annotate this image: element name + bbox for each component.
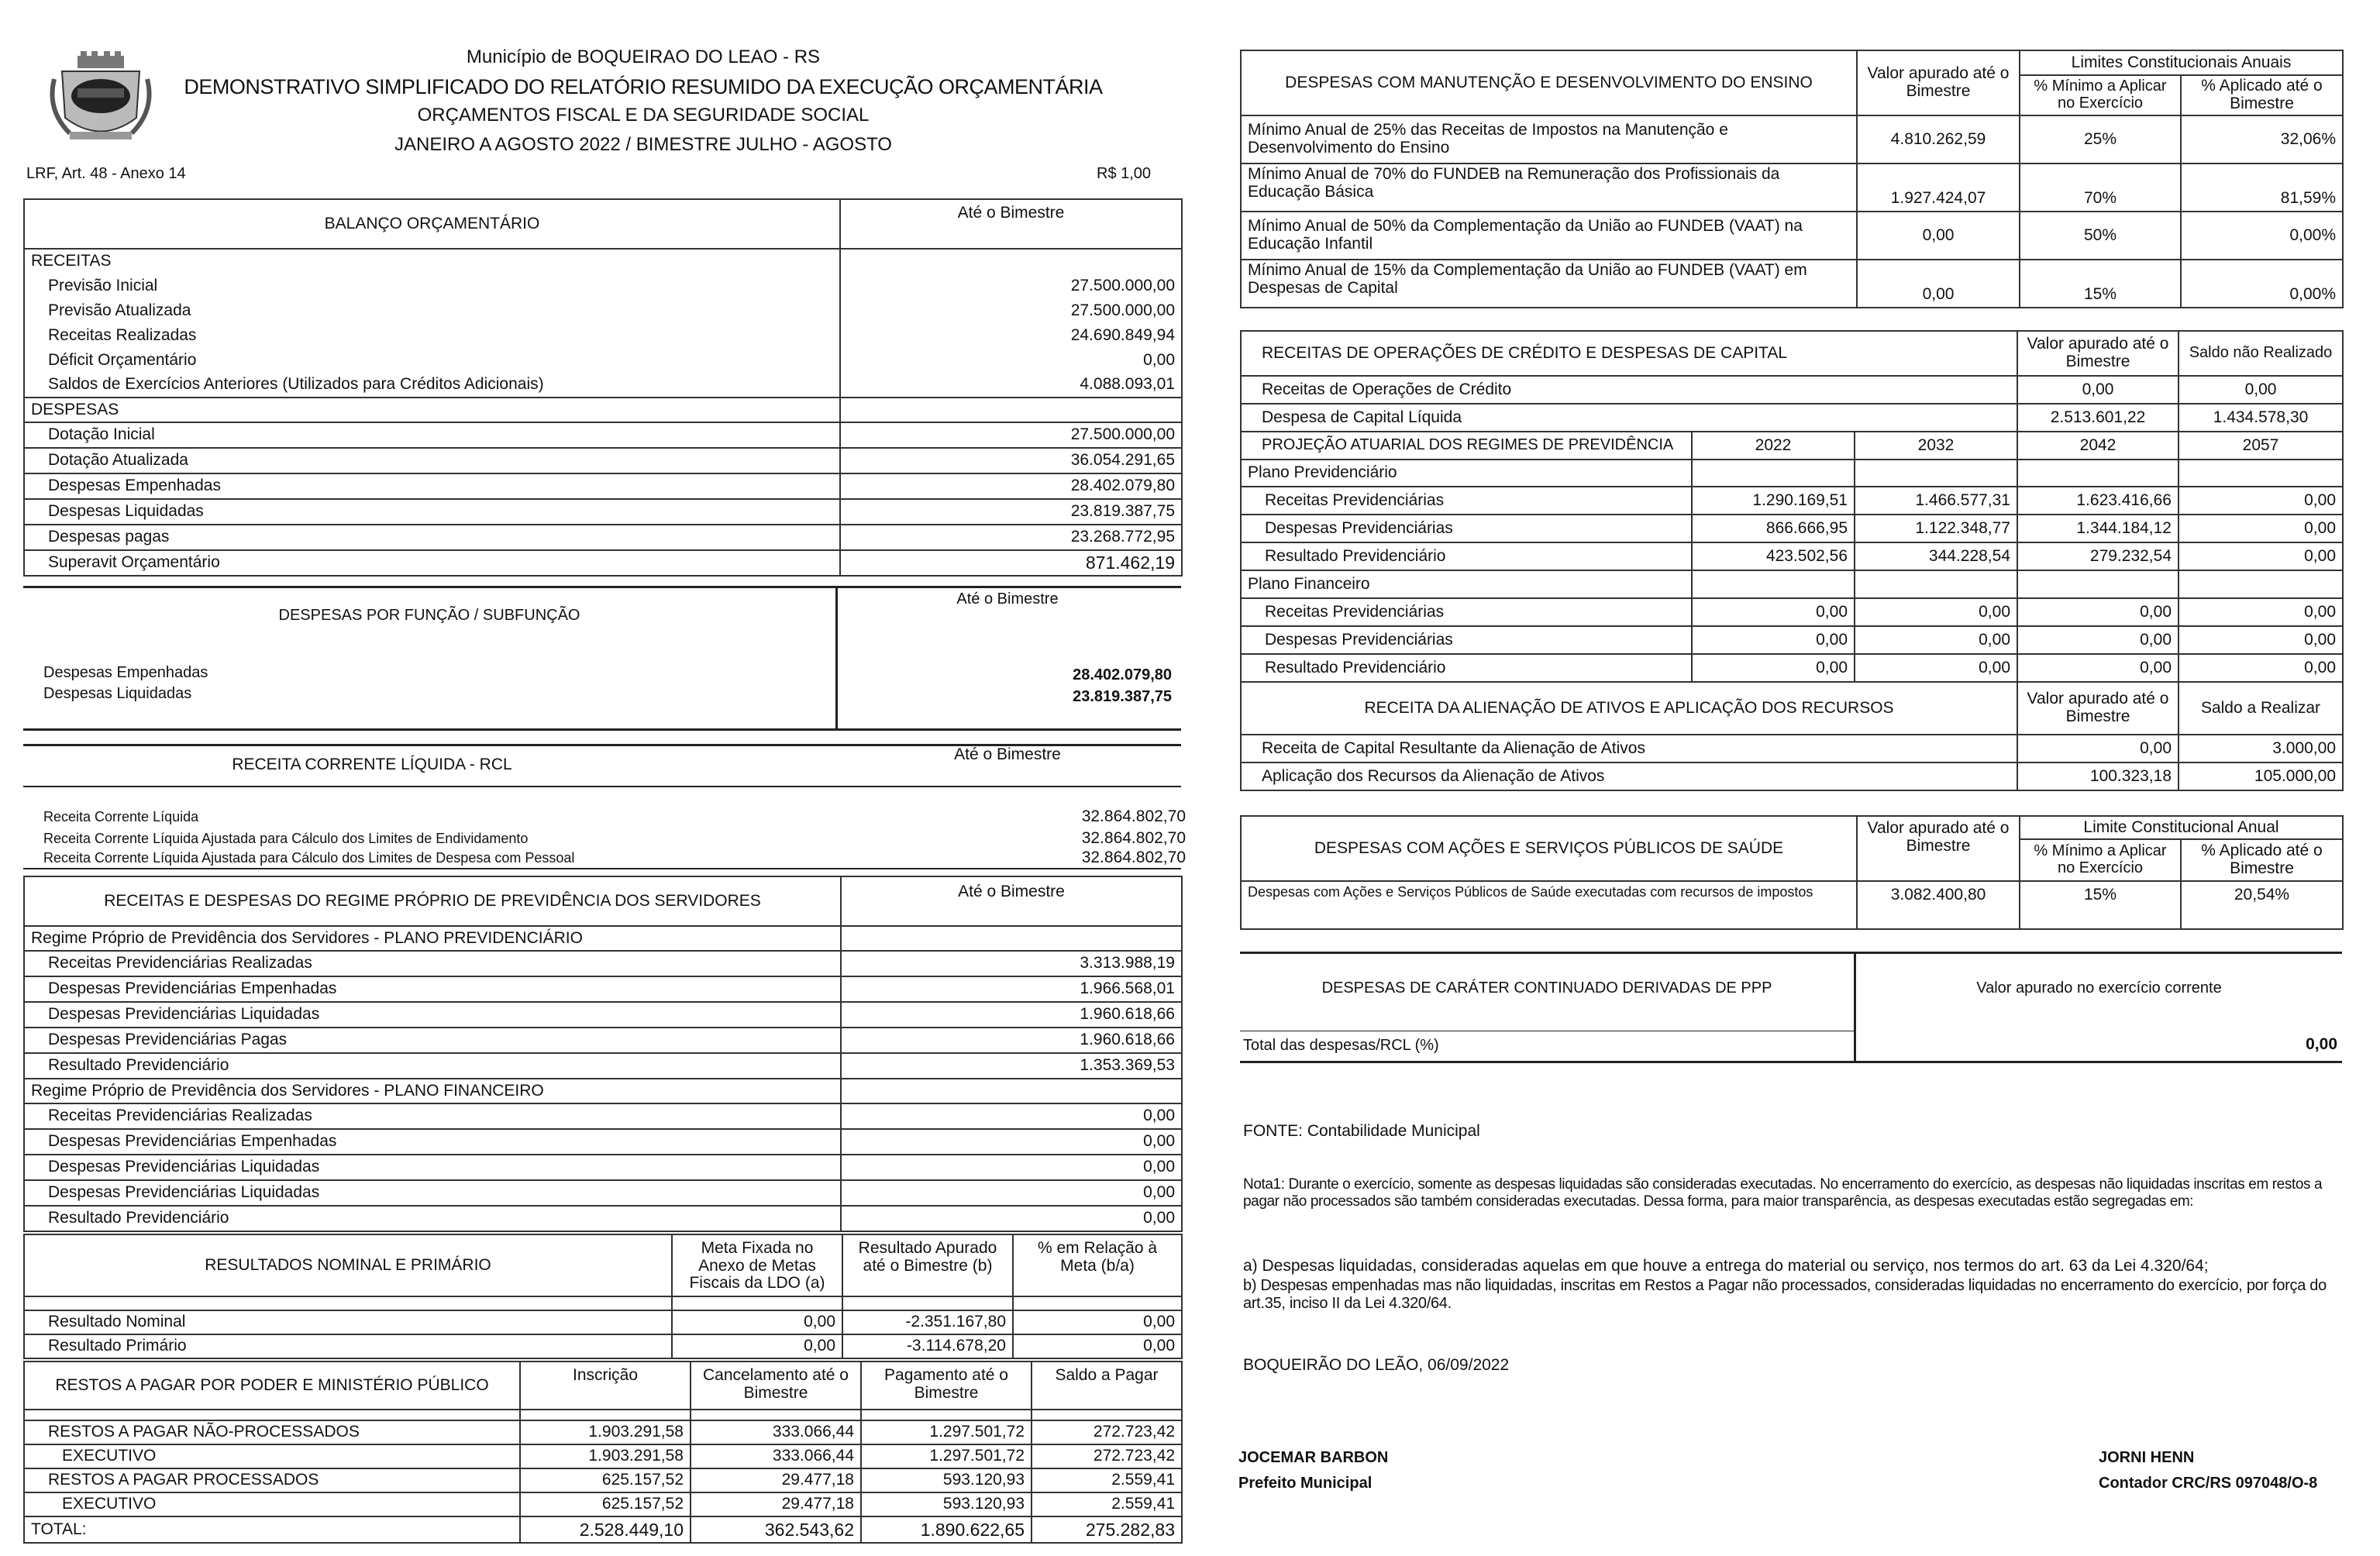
restos-row-saldo: 272.723,42	[1032, 1420, 1182, 1444]
rpps-row-value: 0,00	[841, 1155, 1182, 1180]
balanco-row-label: Previsão Atualizada	[24, 298, 840, 323]
alienacao-row-valor: 0,00	[2017, 735, 2179, 763]
projecao-value: 423.502,56	[1692, 542, 1855, 570]
balanco-row-label: Dotação Atualizada	[24, 448, 840, 473]
restos-row-inscricao: 625.157,52	[520, 1492, 691, 1516]
restos-row-pagamento: 593.120,93	[861, 1468, 1032, 1492]
restos-total-inscricao: 2.528.449,10	[520, 1516, 691, 1543]
balanco-row-label: Superavit Orçamentário	[24, 550, 840, 576]
ensino-row-apl: 32,06%	[2181, 115, 2343, 164]
rpps-row-label: Despesas Previdenciárias Liquidadas	[24, 1002, 841, 1028]
projecao-year: 2042	[2017, 432, 2179, 460]
rpps-row-value: 1.966.568,01	[841, 976, 1182, 1002]
projecao-plano-prev-label: Plano Previdenciário	[1241, 460, 1692, 487]
nota-item-a: a) Despesas liquidadas, consideradas aquelas em que houve a entrega do material ou serviço, nos termos do art. 63 da Lei 4.320/64;	[1243, 1257, 2209, 1275]
ensino-row-label: Mínimo Anual de 50% da Complementação da União ao FUNDEB (VAAT) na Educação Infantil	[1241, 212, 1857, 260]
resultados-row-meta: 0,00	[672, 1334, 842, 1358]
credito-col-valor: Valor apurado até o Bimestre	[2017, 331, 2179, 376]
resultados-title: RESULTADOS NOMINAL E PRIMÁRIO	[24, 1234, 672, 1296]
saude-title: DESPESAS COM AÇÕES E SERVIÇOS PÚBLICOS DE SAÚDE	[1241, 816, 1857, 881]
projecao-value: 1.344.184,12	[2017, 515, 2179, 542]
balanco-row-label: Dotação Inicial	[24, 422, 840, 448]
resultados-row-label: Resultado Nominal	[24, 1310, 672, 1334]
rcl-mid-rule	[23, 786, 1181, 787]
signature-left-name: JOCEMAR BARBON	[1238, 1449, 1389, 1466]
resultados-row-meta: 0,00	[672, 1310, 842, 1334]
ensino-col-apl: % Aplicado até o Bimestre	[2181, 75, 2343, 115]
saude-col-apl: % Aplicado até o Bimestre	[2181, 839, 2343, 881]
projecao-year: 2032	[1855, 432, 2017, 460]
rpps-row-label: Resultado Previdenciário	[24, 1053, 841, 1079]
balanco-row-label: Déficit Orçamentário	[24, 348, 840, 373]
balanco-row-label: Despesas Empenhadas	[24, 473, 840, 499]
rcl-col-header: Até o Bimestre	[954, 745, 1061, 763]
rpps-row-value: 0,00	[841, 1206, 1182, 1231]
balanco-row-value: 0,00	[840, 348, 1182, 373]
projecao-value: 0,00	[2179, 626, 2343, 654]
projecao-value: 0,00	[2179, 487, 2343, 515]
fonte-text: FONTE: Contabilidade Municipal	[1243, 1122, 1480, 1140]
ensino-row-min: 50%	[2020, 212, 2181, 260]
coat-of-arms-icon	[46, 48, 155, 149]
balanco-row-value: 27.500.000,00	[840, 298, 1182, 323]
restos-row-cancelamento: 333.066,44	[691, 1444, 861, 1468]
restos-row-pagamento: 1.297.501,72	[861, 1444, 1032, 1468]
balanco-row-label: Despesas pagas	[24, 525, 840, 550]
projecao-value: 1.623.416,66	[2017, 487, 2179, 515]
restos-row-label: EXECUTIVO	[24, 1444, 520, 1468]
restos-total-pagamento: 1.890.622,65	[861, 1516, 1032, 1543]
restos-row-pagamento: 593.120,93	[861, 1492, 1032, 1516]
rpps-row-label: Despesas Previdenciárias Liquidadas	[24, 1180, 841, 1206]
restos-col-cancelamento: Cancelamento até o Bimestre	[691, 1362, 861, 1410]
alienacao-row-saldo: 3.000,00	[2179, 735, 2343, 763]
projecao-value: 0,00	[1692, 626, 1855, 654]
restos-col-pagamento: Pagamento até o Bimestre	[861, 1362, 1032, 1410]
rpps-row-value: 1.960.618,66	[841, 1002, 1182, 1028]
projecao-value: 0,00	[2179, 542, 2343, 570]
ppp-row-label: Total das despesas/RCL (%)	[1243, 1037, 1439, 1054]
report-title: DEMONSTRATIVO SIMPLIFICADO DO RELATÓRIO RESUMIDO DA EXECUÇÃO ORÇAMENTÁRIA	[184, 75, 1103, 98]
rcl-bottom-rule	[23, 868, 1181, 869]
rpps-row-value: 1.960.618,66	[841, 1028, 1182, 1053]
alienacao-row-valor: 100.323,18	[2017, 763, 2179, 790]
balanco-row-value: 23.268.772,95	[840, 525, 1182, 550]
ppp-row-value: 0,00	[2306, 1035, 2337, 1053]
restos-title: RESTOS A PAGAR POR PODER E MINISTÉRIO PÚBLICO	[24, 1362, 520, 1410]
projecao-row-label: Resultado Previdenciário	[1241, 542, 1692, 570]
restos-row-cancelamento: 29.477,18	[691, 1468, 861, 1492]
rpps-title: RECEITAS E DESPESAS DO REGIME PRÓPRIO DE PREVIDÊNCIA DOS SERVIDORES	[24, 876, 841, 926]
projecao-value: 0,00	[1692, 654, 1855, 682]
restos-row-cancelamento: 333.066,44	[691, 1420, 861, 1444]
resultados-row-label: Resultado Primário	[24, 1334, 672, 1358]
rpps-row-value: 1.353.369,53	[841, 1053, 1182, 1079]
balanco-row-label: Previsão Inicial	[24, 274, 840, 298]
balanco-row-value: 24.690.849,94	[840, 323, 1182, 348]
projecao-row-label: Despesas Previdenciárias	[1241, 515, 1692, 542]
plano-prev-label: Regime Próprio de Previdência dos Servidores - PLANO PREVIDENCIÁRIO	[24, 926, 841, 951]
ppp-divider	[1854, 952, 1856, 1062]
rpps-row-value: 0,00	[841, 1180, 1182, 1206]
alienacao-row-saldo: 105.000,00	[2179, 763, 2343, 790]
projecao-value: 0,00	[2179, 515, 2343, 542]
rpps-row-label: Despesas Previdenciárias Pagas	[24, 1028, 841, 1053]
credito-row-label: Despesa de Capital Líquida	[1241, 404, 2017, 432]
alienacao-row-label: Aplicação dos Recursos da Alienação de Ativos	[1241, 763, 2017, 790]
ensino-col-min: % Mínimo a Aplicar no Exercício	[2020, 75, 2181, 115]
lrf-label: LRF, Art. 48 - Anexo 14	[26, 165, 186, 182]
projecao-row-label: Receitas Previdenciárias	[1241, 598, 1692, 626]
restos-col-saldo: Saldo a Pagar	[1032, 1362, 1182, 1410]
ensino-row-apl: 0,00%	[2181, 260, 2343, 308]
projecao-year: 2022	[1692, 432, 1855, 460]
balanco-row-label: Saldos de Exercícios Anteriores (Utilizados para Créditos Adicionais)	[24, 373, 840, 398]
credito-title: RECEITAS DE OPERAÇÕES DE CRÉDITO E DESPESAS DE CAPITAL	[1241, 331, 2017, 376]
funcao-col-header: Até o Bimestre	[956, 590, 1059, 608]
restos-row-label: EXECUTIVO	[24, 1492, 520, 1516]
credito-row-saldo: 1.434.578,30	[2179, 404, 2343, 432]
rcl-row-value: 32.864.802,70	[1081, 829, 1186, 847]
currency-label: R$ 1,00	[1097, 165, 1152, 182]
rcl-row-value: 32.864.802,70	[1081, 849, 1186, 866]
rpps-row-value: 0,00	[841, 1103, 1182, 1129]
restos-col-inscricao: Inscrição	[520, 1362, 691, 1410]
resultados-table	[23, 1234, 1183, 1359]
balanco-row-value: 23.819.387,75	[840, 499, 1182, 525]
rcl-row-label: Receita Corrente Líquida Ajustada para Cálculo dos Limites de Endividamento	[43, 831, 529, 846]
signature-right-role: Contador CRC/RS 097048/O-8	[2099, 1475, 2318, 1492]
saude-row-apl: 20,54%	[2181, 881, 2343, 929]
balanco-col-header: Até o Bimestre	[840, 199, 1182, 249]
saude-col-min: % Mínimo a Aplicar no Exercício	[2020, 839, 2181, 881]
rpps-row-value: 3.313.988,19	[841, 951, 1182, 976]
projecao-value: 0,00	[2017, 654, 2179, 682]
balanco-body	[24, 249, 1182, 576]
rcl-title: RECEITA CORRENTE LÍQUIDA - RCL	[232, 756, 512, 773]
nota1-text: Nota1: Durante o exercício, somente as despesas liquidadas são consideradas executadas. No encerramento do exercício, as despesas não liquidadas inscritas em restos a pagar não processados são também consideradas executadas. Dessa forma, para maior transparência, as despesas executadas estão segregadas em:	[1243, 1176, 2323, 1210]
rpps-row-label: Resultado Previdenciário	[24, 1206, 841, 1231]
balanco-row-value: 4.088.093,01	[840, 373, 1182, 398]
rcl-row-value: 32.864.802,70	[1081, 807, 1186, 825]
projecao-value: 0,00	[1855, 626, 2017, 654]
restos-row-saldo: 2.559,41	[1032, 1468, 1182, 1492]
projecao-value: 866.666,95	[1692, 515, 1855, 542]
local-data-text: BOQUEIRÃO DO LEÃO, 06/09/2022	[1243, 1356, 1510, 1374]
funcao-bottom-rule	[23, 728, 1181, 731]
projecao-value: 0,00	[1855, 598, 2017, 626]
credito-projecao-table	[1240, 330, 2344, 791]
alienacao-col-valor: Valor apurado até o Bimestre	[2017, 682, 2179, 735]
nota-item-b: b) Despesas empenhadas mas não liquidadas, inscritas em Restos a Pagar não processados, consideradas liquidadas no encerramento do exercício, por força do art.35, inciso II da Lei 4.320/64.	[1243, 1277, 2327, 1312]
restos-total-cancelamento: 362.543,62	[691, 1516, 861, 1543]
projecao-value: 0,00	[2017, 626, 2179, 654]
saude-col-limite: Limite Constitucional Anual	[2020, 816, 2343, 839]
ensino-row-min: 15%	[2020, 260, 2181, 308]
receitas-label: RECEITAS	[24, 249, 840, 274]
balanco-table	[23, 198, 1183, 577]
balanco-row-value: 871.462,19	[840, 550, 1182, 576]
resultados-row-apurado: -2.351.167,80	[842, 1310, 1013, 1334]
ppp-bottom-rule	[1240, 1061, 2342, 1063]
saude-col-valor: Valor apurado até o Bimestre	[1857, 816, 2020, 881]
restos-row-saldo: 272.723,42	[1032, 1444, 1182, 1468]
balanco-title: BALANÇO ORÇAMENTÁRIO	[24, 199, 840, 249]
restos-table	[23, 1361, 1183, 1544]
projecao-title: PROJEÇÃO ATUARIAL DOS REGIMES DE PREVIDÊNCIA	[1241, 432, 1692, 460]
plano-fin-label: Regime Próprio de Previdência dos Servidores - PLANO FINANCEIRO	[24, 1079, 841, 1103]
rpps-row-value: 0,00	[841, 1129, 1182, 1155]
projecao-row-label: Despesas Previdenciárias	[1241, 626, 1692, 654]
funcao-row-label: Despesas Empenhadas	[43, 664, 208, 681]
restos-total-saldo: 275.282,83	[1032, 1516, 1182, 1543]
balanco-row-value: 27.500.000,00	[840, 422, 1182, 448]
projecao-value: 0,00	[1692, 598, 1855, 626]
funcao-row-value: 28.402.079,80	[1073, 666, 1172, 683]
ppp-top-rule	[1240, 952, 2342, 954]
credito-row-saldo: 0,00	[2179, 376, 2343, 404]
ensino-row-valor: 1.927.424,07	[1857, 164, 2020, 212]
ensino-row-valor: 4.810.262,59	[1857, 115, 2020, 164]
restos-row-inscricao: 1.903.291,58	[520, 1420, 691, 1444]
rpps-row-label: Receitas Previdenciárias Realizadas	[24, 1103, 841, 1129]
ensino-col-valor: Valor apurado até o Bimestre	[1857, 50, 2020, 115]
balanco-row-value: 27.500.000,00	[840, 274, 1182, 298]
restos-row-saldo: 2.559,41	[1032, 1492, 1182, 1516]
ensino-row-min: 70%	[2020, 164, 2181, 212]
ensino-row-valor: 0,00	[1857, 260, 2020, 308]
municipio-label: Município de BOQUEIRAO DO LEAO - RS	[466, 46, 821, 67]
restos-row-label: RESTOS A PAGAR PROCESSADOS	[24, 1468, 520, 1492]
balanco-row-label: Despesas Liquidadas	[24, 499, 840, 525]
report-subtitle: ORÇAMENTOS FISCAL E DA SEGURIDADE SOCIAL	[417, 105, 870, 126]
rpps-row-label: Despesas Previdenciárias Empenhadas	[24, 1129, 841, 1155]
despesas-label: DESPESAS	[24, 398, 840, 422]
projecao-value: 344.228,54	[1855, 542, 2017, 570]
funcao-row-label: Despesas Liquidadas	[43, 685, 192, 702]
alienacao-row-label: Receita de Capital Resultante da Alienação de Ativos	[1241, 735, 2017, 763]
rcl-row-label: Receita Corrente Líquida Ajustada para Cálculo dos Limites de Despesa com Pessoal	[43, 850, 575, 866]
projecao-row-label: Resultado Previdenciário	[1241, 654, 1692, 682]
ensino-row-label: Mínimo Anual de 15% da Complementação da União ao FUNDEB (VAAT) em Despesas de Capital	[1241, 260, 1857, 308]
restos-row-pagamento: 1.297.501,72	[861, 1420, 1032, 1444]
ensino-row-label: Mínimo Anual de 25% das Receitas de Impostos na Manutenção e Desenvolvimento do Ensino	[1241, 115, 1857, 164]
funcao-top-rule	[23, 586, 1181, 588]
projecao-value: 0,00	[1855, 654, 2017, 682]
projecao-row-label: Receitas Previdenciárias	[1241, 487, 1692, 515]
report-period: JANEIRO A AGOSTO 2022 / BIMESTRE JULHO - AGOSTO	[394, 134, 892, 155]
rcl-row-label: Receita Corrente Líquida	[43, 809, 199, 824]
rpps-row-label: Receitas Previdenciárias Realizadas	[24, 951, 841, 976]
credito-col-saldo: Saldo não Realizado	[2179, 331, 2343, 376]
ensino-row-apl: 81,59%	[2181, 164, 2343, 212]
projecao-value: 0,00	[2017, 598, 2179, 626]
saude-row-valor: 3.082.400,80	[1857, 881, 2020, 929]
projecao-value: 1.290.169,51	[1692, 487, 1855, 515]
rpps-row-label: Despesas Previdenciárias Empenhadas	[24, 976, 841, 1002]
resultados-col-meta: Meta Fixada no Anexo de Metas Fiscais da LDO (a)	[672, 1234, 842, 1296]
saude-row-min: 15%	[2020, 881, 2181, 929]
restos-row-inscricao: 625.157,52	[520, 1468, 691, 1492]
ensino-table	[1240, 50, 2344, 308]
restos-row-label: RESTOS A PAGAR NÃO-PROCESSADOS	[24, 1420, 520, 1444]
ensino-row-apl: 0,00%	[2181, 212, 2343, 260]
projecao-value: 0,00	[2179, 654, 2343, 682]
saude-table	[1240, 815, 2344, 930]
projecao-value: 1.122.348,77	[1855, 515, 2017, 542]
ppp-col-header: Valor apurado no exercício corrente	[1976, 979, 2222, 997]
saude-row-label: Despesas com Ações e Serviços Públicos de Saúde executadas com recursos de impostos	[1241, 881, 1857, 929]
restos-row-cancelamento: 29.477,18	[691, 1492, 861, 1516]
ensino-row-label: Mínimo Anual de 70% do FUNDEB na Remuneração dos Profissionais da Educação Básica	[1241, 164, 1857, 212]
resultados-col-percent: % em Relação à Meta (b/a)	[1013, 1234, 1182, 1296]
credito-row-label: Receitas de Operações de Crédito	[1241, 376, 2017, 404]
municipal-logo	[46, 48, 155, 149]
projecao-value: 279.232,54	[2017, 542, 2179, 570]
balanco-row-label: Receitas Realizadas	[24, 323, 840, 348]
resultados-col-apurado: Resultado Apurado até o Bimestre (b)	[842, 1234, 1013, 1296]
restos-row-inscricao: 1.903.291,58	[520, 1444, 691, 1468]
resultados-row-apurado: -3.114.678,20	[842, 1334, 1013, 1358]
projecao-value: 1.466.577,31	[1855, 487, 2017, 515]
alienacao-col-saldo: Saldo a Realizar	[2179, 682, 2343, 735]
projecao-year: 2057	[2179, 432, 2343, 460]
signature-left-role: Prefeito Municipal	[1238, 1475, 1373, 1492]
restos-total-label: TOTAL:	[24, 1516, 520, 1543]
resultados-row-percent: 0,00	[1013, 1334, 1182, 1358]
rpps-col-header: Até o Bimestre	[841, 876, 1182, 926]
ensino-col-limites: Limites Constitucionais Anuais	[2020, 50, 2343, 75]
projecao-value: 0,00	[2179, 598, 2343, 626]
resultados-row-percent: 0,00	[1013, 1310, 1182, 1334]
rpps-row-label: Despesas Previdenciárias Liquidadas	[24, 1155, 841, 1180]
ensino-row-min: 25%	[2020, 115, 2181, 164]
alienacao-title: RECEITA DA ALIENAÇÃO DE ATIVOS E APLICAÇÃO DOS RECURSOS	[1241, 682, 2017, 735]
funcao-title: DESPESAS POR FUNÇÃO / SUBFUNÇÃO	[278, 607, 580, 624]
ensino-row-valor: 0,00	[1857, 212, 2020, 260]
balanco-row-value: 28.402.079,80	[840, 473, 1182, 499]
credito-row-valor: 0,00	[2017, 376, 2179, 404]
rpps-table	[23, 876, 1183, 1232]
ppp-title: DESPESAS DE CARÁTER CONTINUADO DERIVADAS DE PPP	[1321, 979, 1772, 997]
signature-right-name: JORNI HENN	[2099, 1449, 2195, 1466]
credito-row-valor: 2.513.601,22	[2017, 404, 2179, 432]
projecao-plano-fin-label: Plano Financeiro	[1241, 570, 1692, 598]
ensino-title: DESPESAS COM MANUTENÇÃO E DESENVOLVIMENTO DO ENSINO	[1241, 50, 1857, 115]
funcao-row-value: 23.819.387,75	[1073, 688, 1172, 705]
balanco-row-value: 36.054.291,65	[840, 448, 1182, 473]
